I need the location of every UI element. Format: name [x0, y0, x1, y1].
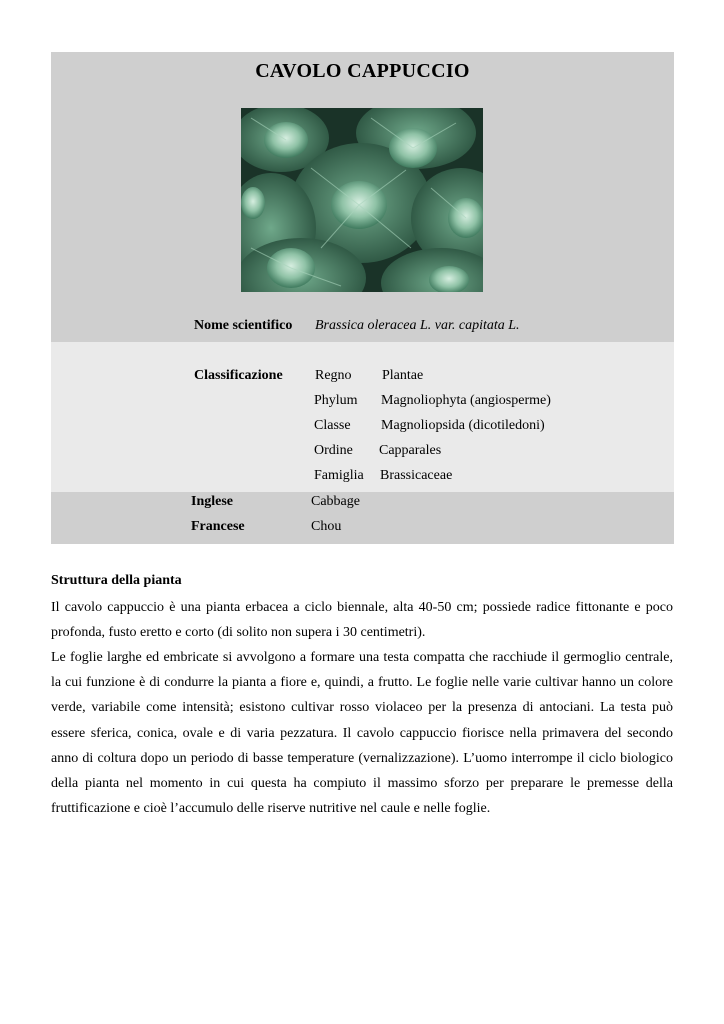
rank-value: Plantae [382, 368, 424, 383]
rank-name: Ordine [314, 443, 353, 458]
french-label: Francese [191, 519, 245, 534]
rank-name: Famiglia [314, 468, 364, 483]
paragraph: Le foglie larghe ed embricate si avvolgono a formare una testa compatta che racchiude il germoglio centrale, la cui funzione è di condurre la pianta a fiore e, quindi, a frutto. Le foglie nelle varie cultivar hanno un colore verde, variabile come intensità; esistono cultivar rosso violaceo per la presenza di antociani. La testa può essere sferica, conica, ovale e di varia pezzatura. Il cavolo cappuccio fiorisce nella primavera del secondo anno di coltura dopo un periodo di basse temperature (vernalizzazione). L’uomo interrompe il ciclo biologico della pianta nel momento in cui questa ha compiuto il massimo sforzo per preparare le premesse della fruttificazione e cioè l’accumulo delle riserve nutritive nel caule e nelle foglie. [51, 650, 673, 817]
classification-panel [51, 342, 674, 492]
english-label: Inglese [191, 494, 233, 509]
french-value: Chou [311, 519, 342, 534]
section-heading: Struttura della pianta [51, 573, 182, 588]
classification-label: Classificazione [194, 368, 283, 383]
rank-value: Magnoliophyta (angiosperme) [381, 393, 551, 408]
rank-value: Capparales [379, 443, 442, 458]
cabbage-illustration [241, 108, 483, 292]
scientific-name-label: Nome scientifico [194, 318, 293, 333]
scientific-name-value: Brassica oleracea L. var. capitata L. [315, 318, 520, 333]
cabbage-photo [241, 108, 483, 292]
rank-name: Classe [314, 418, 351, 433]
rank-name: Phylum [314, 393, 358, 408]
paragraph: Il cavolo cappuccio è una pianta erbacea a ciclo biennale, alta 40-50 cm; possiede radice fittonante e poco profonda, fusto eretto e corto (di solito non supera i 30 centimetri). [51, 600, 673, 641]
english-value: Cabbage [311, 494, 360, 509]
common-names-panel [51, 492, 674, 544]
page-title: CAVOLO CAPPUCCIO [255, 60, 470, 82]
rank-value: Magnoliopsida (dicotiledoni) [381, 418, 545, 433]
rank-value: Brassicaceae [380, 468, 453, 483]
header-panel [51, 52, 674, 342]
rank-name: Regno [315, 368, 352, 383]
